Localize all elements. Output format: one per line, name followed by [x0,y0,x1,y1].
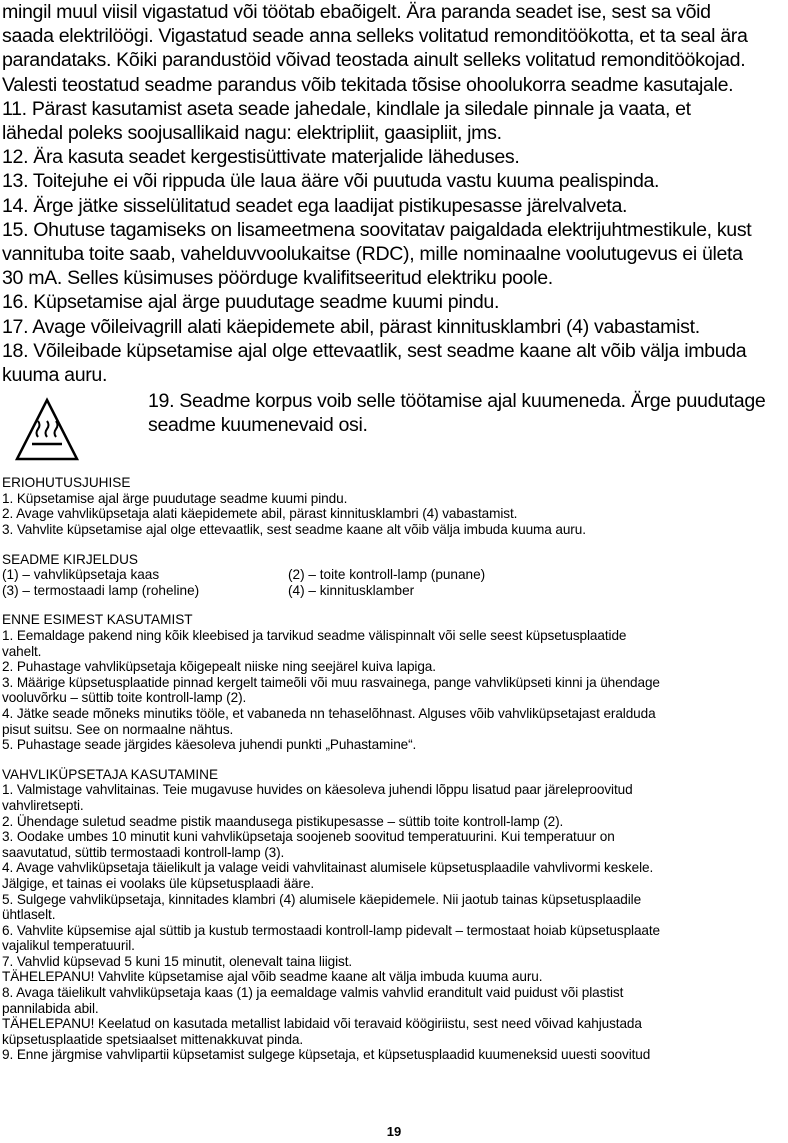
usage-section [2,767,786,1063]
text-line: pisut suitsu. See on normaalne nähtus. [2,721,234,737]
parts-list [2,567,786,598]
text-line: 9. Enne järgmise vahvlipartii küpsetamist sulgege küpsetaja, et küpsetusplaadid kuumeneksid uuesti soovitud [2,1047,651,1063]
hot-surface-warning-icon [14,397,80,463]
text-line: lähedal poleks soojusallikaid nagu: elektripliit, gaasipliit, jms. [2,122,502,145]
text-line: vooluvõrku – süttib toite kontroll-lamp (2). [2,690,247,706]
page-number: 19 [386,1124,402,1139]
text-line: 7. Vahvlid küpsevad 5 kuni 15 minutit, olenevalt taina liigist. [2,953,353,969]
text-line: 3. Määrige küpsetusplaatide pinnad kergelt taimeõli või muu rasvainega, pange vahvliküpseti kinni ja ühendage [2,674,660,690]
text-line: 2. Puhastage vahvliküpsetaja kõigepealt niiske ning seejärel kuiva lapiga. [2,659,436,675]
text-line: 3. Oodake umbes 10 minutit kuni vahvliküpsetaja soojeneb soovitud temperatuurini. Kui temperatuur on [2,829,615,845]
text-line: 4. Jätke seade mõneks minutiks tööle, et vabaneda nn tehaselõhnast. Alguses võib vahvliküpsetajast eralduda [2,705,656,721]
warning-text [148,387,765,437]
text-line: 6. Vahvlite küpsemise ajal süttib ja kustub termostaadi kontroll-lamp pidevalt – termostaat hoiab küpsetusplaate [2,922,661,938]
text-line: ühtlaselt. [2,907,56,923]
part-item: (3) – termostaadi lamp (roheline) [2,582,200,598]
text-line: saada elektrilöögi. Vigastatud seade anna selleks volitatud remonditöökotta, et ta seal ära [2,25,748,48]
part-item: (4) – kinnitusklamber [288,582,415,598]
text-line: 1. Valmistage vahvlitainas. Teie mugavuse huvides on käesoleva juhendi lõppu lisatud paar järeleproovitud [2,782,633,798]
text-line: 2. Avage vahvliküpsetaja alati käepidemete abil, pärast kinnitusklambri (4) vabastamist. [2,506,518,522]
text-line: TÄHELEPANU! Vahvlite küpsetamise ajal võib seadme kaane alt välja imbuda kuuma auru. [2,969,543,985]
text-line: 2. Ühendage suletud seadme pistik maandusega pistikupesasse – süttib toite kontroll-lamp (2). [2,813,564,829]
manual-page [2,0,786,1077]
text-line: vajalikul temperatuuril. [2,938,135,954]
text-line: 19. Seadme korpus voib selle töötamise ajal kuumeneda. Ärge puudutage [148,390,766,413]
part-item: (1) – vahvliküpsetaja kaas [2,567,160,583]
text-line: 1. Eemaldage pakend ning kõik kleebised ja tarvikud seadme välispinnalt või selle seest küpsetusplaatide [2,628,627,643]
section-heading: ENNE ESIMEST KASUTAMIST [2,612,193,628]
text-line: seadme kuumenevaid osi. [148,414,368,437]
text-line: pannilabida abil. [2,1000,99,1016]
text-line: kuuma auru. [2,364,108,387]
section-heading: ERIOHUTUSJUHISE [2,475,131,491]
before-first-use-section [2,612,786,752]
text-line: mingil muul viisil vigastatud või töötab ebaõigelt. Ära paranda seadet ise, sest sa võid [2,1,711,23]
special-safety-section [2,475,786,537]
text-line: vahvliretsepti. [2,797,84,813]
text-line: 3. Vahvlite küpsetamise ajal olge ettevaatlik, sest seadme kaane alt võib välja imbuda kuuma auru. [2,522,586,538]
text-line: 30 mA. Selles küsimuses pöörduge kvalifitseeritud elektriku poole. [2,267,553,290]
text-line: 1. Küpsetamise ajal ärge puudutage seadme kuumi pindu. [2,490,348,506]
text-line: 4. Avage vahvliküpsetaja täielikult ja valage veidi vahvlitainast alumisele küpsetusplaadile vahvlivormi keskele. [2,860,654,876]
text-line: 5. Sulgege vahvliküpsetaja, kinnitades klambri (4) alumisele käepidemele. Nii jaotub tainas küpsetusplaadile [2,891,642,907]
text-line: 13. Toitejuhe ei või rippuda üle laua ääre või puutuda vastu kuuma pealispinda. [2,170,660,193]
text-line: parandataks. Kõiki parandustöid võivad teostada ainult selleks volitatud remonditöökojad. [2,49,746,72]
text-line: 16. Küpsetamise ajal ärge puudutage seadme kuumi pindu. [2,291,500,314]
text-line: saavutatud, süttib termostaadi kontroll-lamp (3). [2,844,285,860]
text-line: 18. Võileibade küpsetamise ajal olge ettevaatlik, sest seadme kaane alt võib välja imbuda [2,339,747,362]
safety-instructions-large [2,0,786,387]
part-item: (2) – toite kontroll-lamp (punane) [288,567,486,583]
text-line: 5. Puhastage seade järgides käesoleva juhendi punkti „Puhastamine“. [2,737,417,753]
text-line: 17. Avage võileivagrill alati käepidemete abil, pärast kinnitusklambri (4) vabastamist. [2,315,700,338]
text-line: 14. Ärge jätke sisselülitatud seadet ega laadijat pistikupesasse järelvalveta. [2,194,628,217]
manual-sections [2,475,786,1063]
text-line: 11. Pärast kasutamist aseta seade jahedale, kindlale ja siledale pinnale ja vaata, et [2,97,691,120]
section-heading: SEADME KIRJELDUS [2,551,138,567]
text-line: TÄHELEPANU! Keelatud on kasutada metallist labidaid või teravaid köögiriistu, sest need võivad kahjustada [2,1016,642,1032]
text-line: 15. Ohutuse tagamiseks on lisameetmena soovitatav paigaldada elektrijuhtmestikule, kust [2,218,752,241]
text-line: 8. Avaga täielikult vahvliküpsetaja kaas (1) ja eemaldage valmis vahvlid eranditult vaid puidust või plastist [2,985,624,1001]
device-description-section [2,552,786,599]
hot-surface-warning [2,387,786,463]
text-line: Valesti teostatud seadme parandus võib tekitada tõsise ohoolukorra seadme kasutajale. [2,73,734,96]
text-line: küpsetusplaatide spetsiaalset mittenakkuvat pinda. [2,1031,304,1047]
text-line: 12. Ära kasuta seadet kergestisüttivate materjalide läheduses. [2,146,520,169]
section-heading: VAHVLIKÜPSETAJA KASUTAMINE [2,766,219,782]
text-line: vahelt. [2,643,42,659]
text-line: vannituba toite saab, vahelduvvoolukaitse (RDC), mille nominaalne voolutugevus ei ületa [2,243,743,266]
text-line: Jälgige, et tainas ei voolaks üle küpsetusplaadi ääre. [2,875,314,891]
